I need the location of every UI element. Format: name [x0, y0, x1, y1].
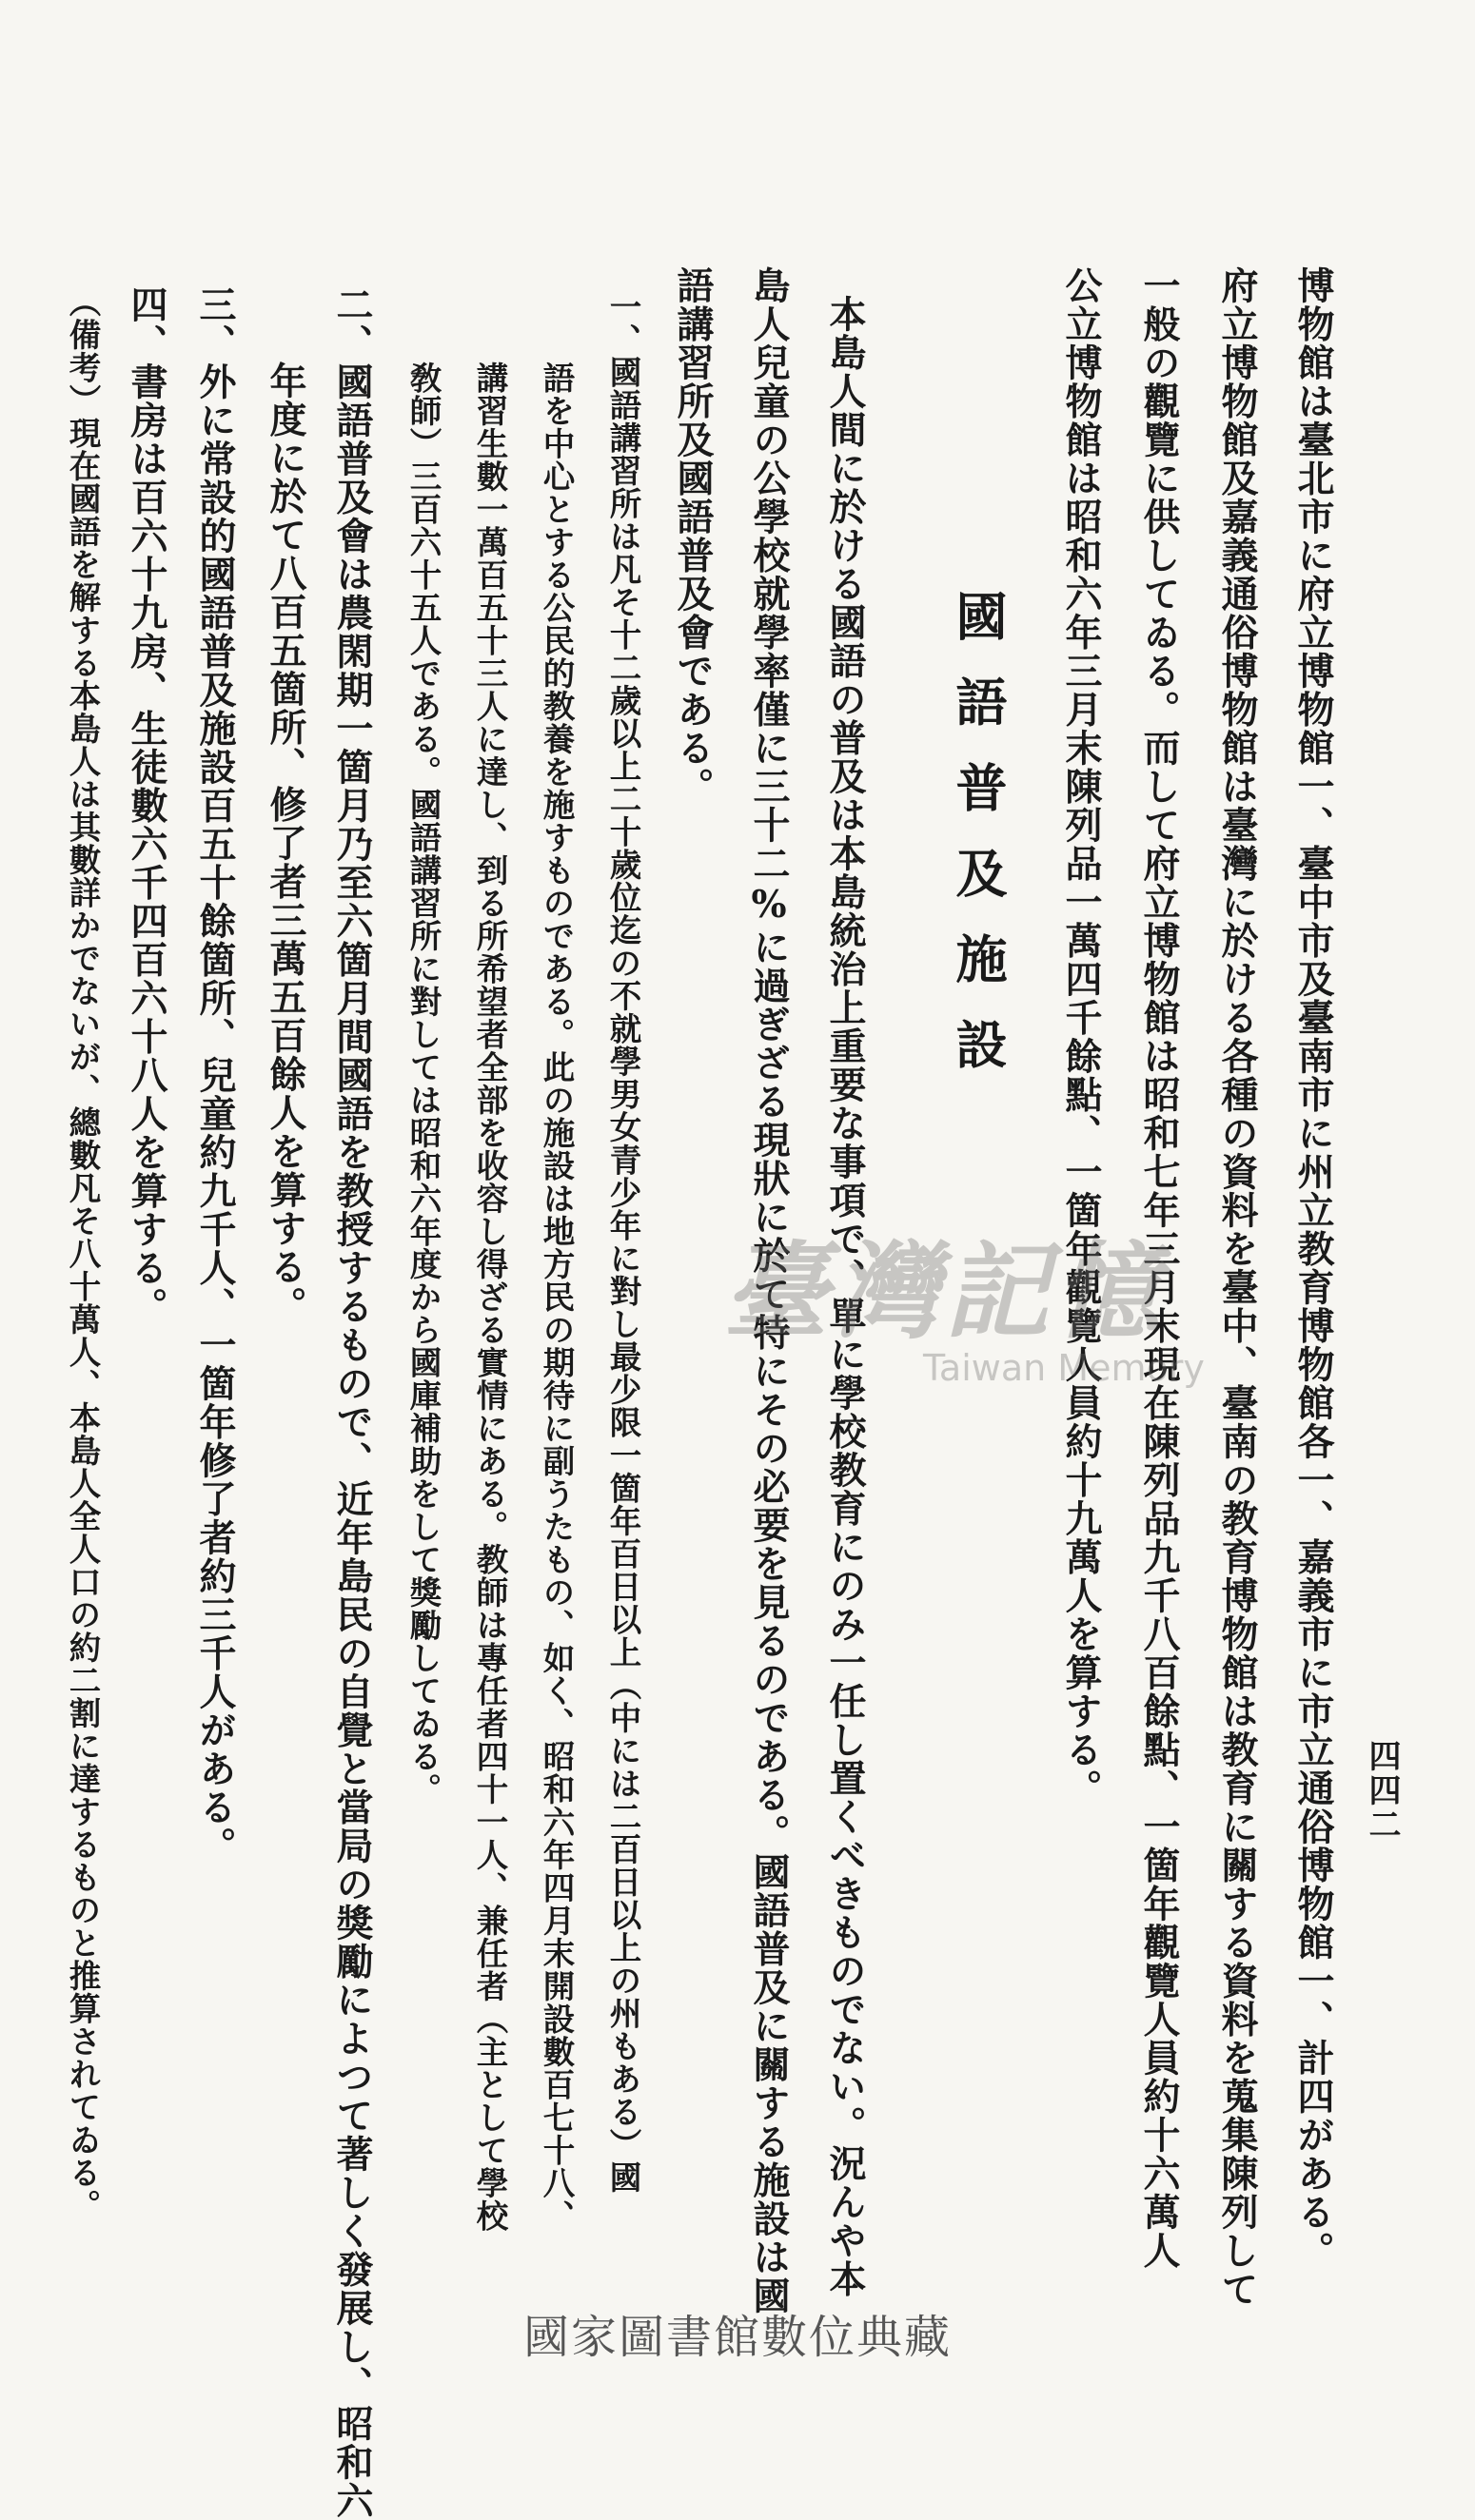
item1-line-4: 敎師）三百六十五人である。國語講習所に對しては昭和六年度から國庫補助をして獎勵してゐる。 — [404, 361, 442, 1806]
item2-line-1: 二、國語普及會は農閑期一箇月乃至六箇月間國語を教授するもので、近年島民の自覺と當局の獎勵によつて著しく發展し、昭和六 — [330, 285, 374, 2520]
footer-caption: 國家圖書館數位典藏 — [522, 2311, 952, 2364]
paragraph2-line-3: 語講習所及國語普及會である。 — [671, 266, 715, 806]
item1-line-1: 一、國語講習所は凡そ十二歲以上二十歲位迄の不就學男女青少年に對し最少限一箇年百日以上（中には二百日以上の州もある）國 — [604, 290, 641, 2194]
watermark-text: 臺灣記憶 — [723, 1230, 1165, 1353]
paragraph1-line-4: 公立博物館は昭和六年三月末陳列品一萬四千餘點、一箇年觀覽人員約十九萬人を算する。 — [1059, 266, 1103, 1807]
item3: 三、外に常設的國語普及施設百五十餘箇所、兒童約九千人、一箇年修了者約三千人がある。 — [193, 285, 237, 1866]
section-heading: 國語普及施設 — [948, 590, 1009, 1104]
note: （備考）現在國語を解する本島人は其數詳かでないが、總數凡そ八十萬人、本島人全人口の約二割に達するものと推算されてゐる。 — [64, 285, 101, 2222]
page-number: 四四二 — [1363, 1739, 1401, 1842]
paragraph1-line-3: 一般の觀覽に供してゐる。而して府立博物館は昭和七年三月末現在陳列品九千八百餘點、一箇年觀覽人員約十六萬人 — [1137, 266, 1181, 2270]
watermark-subtext: Taiwan Memory — [923, 1347, 1205, 1389]
paragraph2-line-1: 本島人間に於ける國語の普及は本島統治上重要な事項で、單に學校教育にのみ一任し置くべきものでない。況んや本 — [823, 295, 867, 2298]
paragraph1-line-2: 府立博物館及嘉義通俗博物館は臺灣に於ける各種の資料を臺中、臺南の教育博物館は教育に關する資料を蒐集陳列して — [1215, 266, 1259, 2309]
watermark-logo — [723, 1208, 1205, 1389]
item1-line-3: 講習生數一萬百五十三人に達し、到る所希望者全部を收容し得ざる實情にある。教師は專任者四十一人、兼任者（主として學校 — [471, 361, 508, 2233]
paragraph2-line-2: 島人兒童の公學校就學率僅に三十二%に過ぎざる現狀に於て特にその必要を見るのである。國語普及に關する施設は國 — [747, 266, 791, 2315]
item1-line-2: 語を中心とする公民的教養を施すものである。此の施設は地方民の期待に副うたもの、如く、昭和六年四月末開設數百七十八、 — [538, 361, 575, 2233]
item4: 四、書房は百六十九房、生徒數六千四百六十八人を算する。 — [125, 285, 168, 1326]
item2-line-2: 年度に於て八百五箇所、修了者三萬五百餘人を算する。 — [264, 361, 307, 1325]
paragraph1-line-1: 博物館は臺北市に府立博物館一、臺中市及臺南市に州立教育博物館各一、嘉義市に市立通俗博物館一、計四がある。 — [1291, 266, 1335, 2270]
